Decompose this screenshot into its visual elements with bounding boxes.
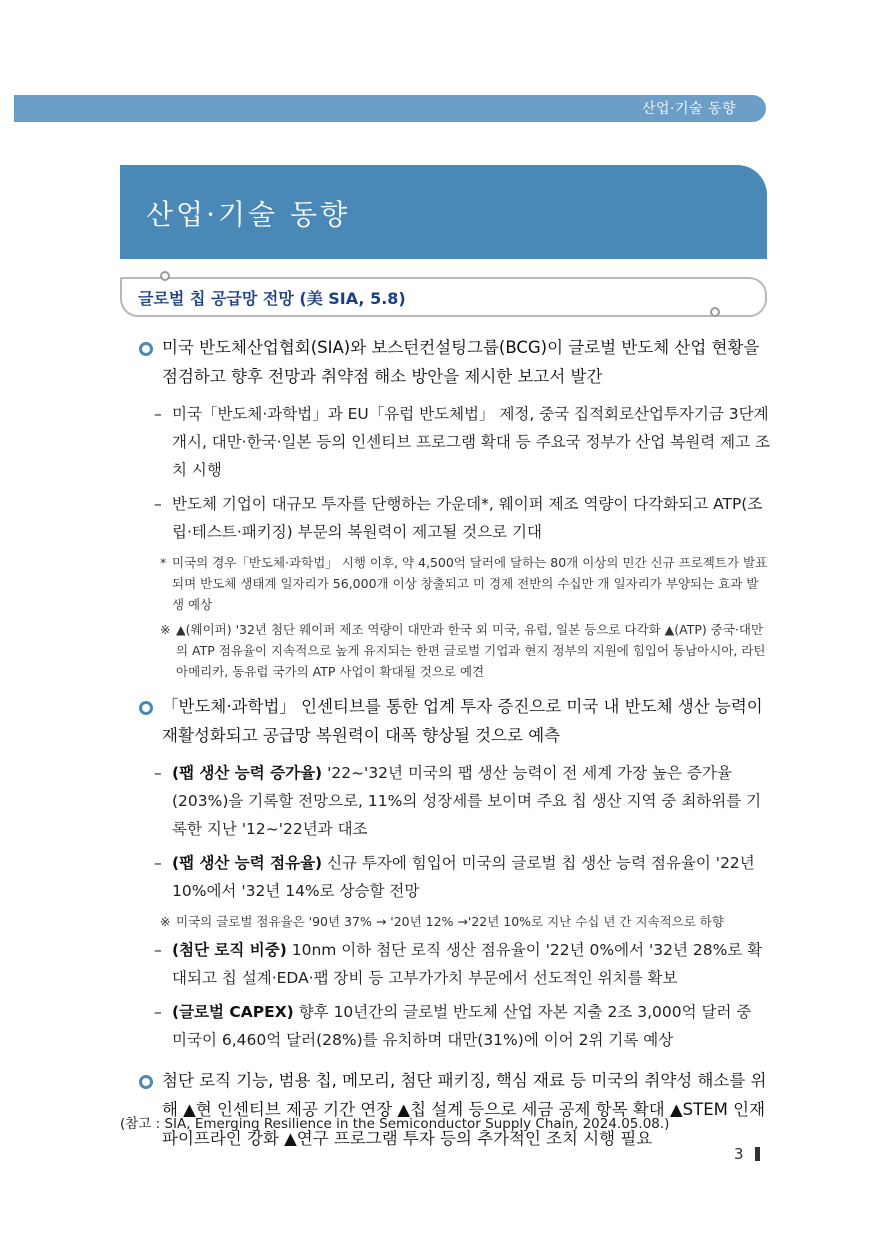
page-number: 3 bbox=[734, 1145, 744, 1163]
dash-text: 10nm 이하 첨단 로직 생산 점유율이 '22년 0%에서 '32년 28%로 확대되고 칩 설계·EDA·팹 장비 등 고부가가치 부문에서 선도적인 위치를 확보 bbox=[172, 941, 763, 987]
note-text: ▲(웨이퍼) '32년 첨단 웨이퍼 제조 역량이 대만과 한국 외 미국, 유럽, 일본 등으로 다각화 ▲(ATP) 중국·대만의 ATP 점유율이 지속적으로 높게 유지되는 한편 글로벌 기업과 현지 정부의 지원에 힘입어 동남아시아, 라틴 아메리카, 동유럽 국가의 ATP 사업이 확대될 것으로 예견 bbox=[176, 622, 766, 679]
dash-label: (첨단 로직 비중) bbox=[172, 941, 287, 959]
reference-mark: ※ bbox=[160, 914, 171, 929]
bullet-item bbox=[120, 1066, 770, 1153]
page-title: 산업·기술 동향 bbox=[146, 198, 351, 231]
subtitle-box bbox=[120, 277, 767, 317]
ring-bullet-icon bbox=[139, 342, 153, 356]
decor-dot-top bbox=[160, 271, 170, 281]
dash-icon: – bbox=[154, 854, 162, 872]
bullet-text: 「반도체·과학법」 인센티브를 통한 업계 투자 증진으로 미국 내 반도체 생산 능력이 재활성화되고 공급망 복원력이 대폭 향상될 것으로 예측 bbox=[162, 697, 763, 745]
reference-note bbox=[120, 619, 770, 682]
dash-icon: – bbox=[154, 941, 162, 959]
dash-item bbox=[120, 936, 770, 992]
page-title-box bbox=[120, 165, 767, 259]
footnote bbox=[120, 552, 770, 615]
dash-item bbox=[120, 400, 770, 484]
dash-label: (팹 생산 능력 증가율) bbox=[172, 764, 323, 782]
ring-bullet-icon bbox=[139, 701, 153, 715]
dash-item bbox=[120, 849, 770, 905]
bullet-item bbox=[120, 333, 770, 391]
bullet-item bbox=[120, 692, 770, 750]
article-title: 글로벌 칩 공급망 전망 (美 SIA, 5.8) bbox=[138, 289, 406, 308]
bullet-text: 첨단 로직 기능, 범용 칩, 메모리, 첨단 패키징, 핵심 재료 등 미국의 취약성 해소를 위해 ▲현 인센티브 제공 기간 연장 ▲칩 설계 등으로 세금 공제 항목 확대 ▲STEM 인재 파이프라인 강화 ▲연구 프로그램 투자 등의 추가적인 조치 시행 필요 bbox=[162, 1071, 767, 1148]
dash-item bbox=[120, 490, 770, 546]
dash-label: (팹 생산 능력 점유율) bbox=[172, 854, 323, 872]
section-header-label: 산업·기술 동향 bbox=[641, 101, 736, 117]
section-header-bar bbox=[14, 95, 766, 122]
dash-text: '22~'32년 미국의 팹 생산 능력이 전 세계 가장 높은 증가율(203%)을 기록할 전망으로, 11%의 성장세를 보이며 주요 칩 생산 지역 중 최하위를 기록한 지난 '12~'22년과 대조 bbox=[172, 764, 762, 838]
dash-icon: – bbox=[154, 764, 162, 782]
dash-text: 향후 10년간의 글로벌 반도체 산업 자본 지출 2조 3,000억 달러 중 미국이 6,460억 달러(28%)를 유치하며 대만(31%)에 이어 2위 기록 예상 bbox=[172, 1003, 752, 1049]
asterisk-mark: * bbox=[160, 555, 167, 570]
dash-text: 반도체 기업이 대규모 투자를 단행하는 가운데*, 웨이퍼 제조 역량이 다각화되고 ATP(조립·테스트·패키징) 부문의 복원력이 제고될 것으로 기대 bbox=[172, 495, 763, 541]
decor-dot-bottom bbox=[710, 307, 720, 317]
dash-label: (글로벌 CAPEX) bbox=[172, 1003, 294, 1021]
article-body bbox=[120, 333, 770, 1162]
dash-icon: – bbox=[154, 1003, 162, 1021]
dash-icon: – bbox=[154, 405, 162, 423]
note-text: 미국의 글로벌 점유율은 '90년 37% → '20년 12% →'22년 10%로 지난 수십 년 간 지속적으로 하향 bbox=[176, 914, 724, 929]
bullet-text: 미국 반도체산업협회(SIA)와 보스턴컨설팅그룹(BCG)이 글로벌 반도체 산업 현황을 점검하고 향후 전망과 취약점 해소 방안을 제시한 보고서 발간 bbox=[162, 338, 760, 386]
page-number-bar bbox=[755, 1147, 760, 1161]
reference-citation: (참고 : SIA, Emerging Resilience in the Semiconductor Supply Chain, 2024.05.08.) bbox=[120, 1116, 670, 1132]
dash-item bbox=[120, 998, 770, 1054]
footnote-text: 미국의 경우「반도체·과학법」 시행 이후, 약 4,500억 달러에 달하는 80개 이상의 민간 신규 프로젝트가 발표되며 반도체 생태계 일자리가 56,000개 이상 창출되고 미 경제 전반의 수십만 개 일자리가 부양되는 효과 발생 예상 bbox=[172, 555, 768, 612]
dash-text: 신규 투자에 힘입어 미국의 글로벌 칩 생산 능력 점유율이 '22년 10%에서 '32년 14%로 상승할 전망 bbox=[172, 854, 755, 900]
dash-item bbox=[120, 759, 770, 843]
ring-bullet-icon bbox=[139, 1075, 153, 1089]
dash-icon: – bbox=[154, 495, 162, 513]
reference-mark: ※ bbox=[160, 622, 171, 637]
reference-note bbox=[120, 911, 770, 932]
dash-text: 미국「반도체·과학법」과 EU「유럽 반도체법」 제정, 중국 집적회로산업투자기금 3단계 개시, 대만·한국·일본 등의 인센티브 프로그램 확대 등 주요국 정부가 산업 복원력 제고 조치 시행 bbox=[172, 405, 770, 479]
